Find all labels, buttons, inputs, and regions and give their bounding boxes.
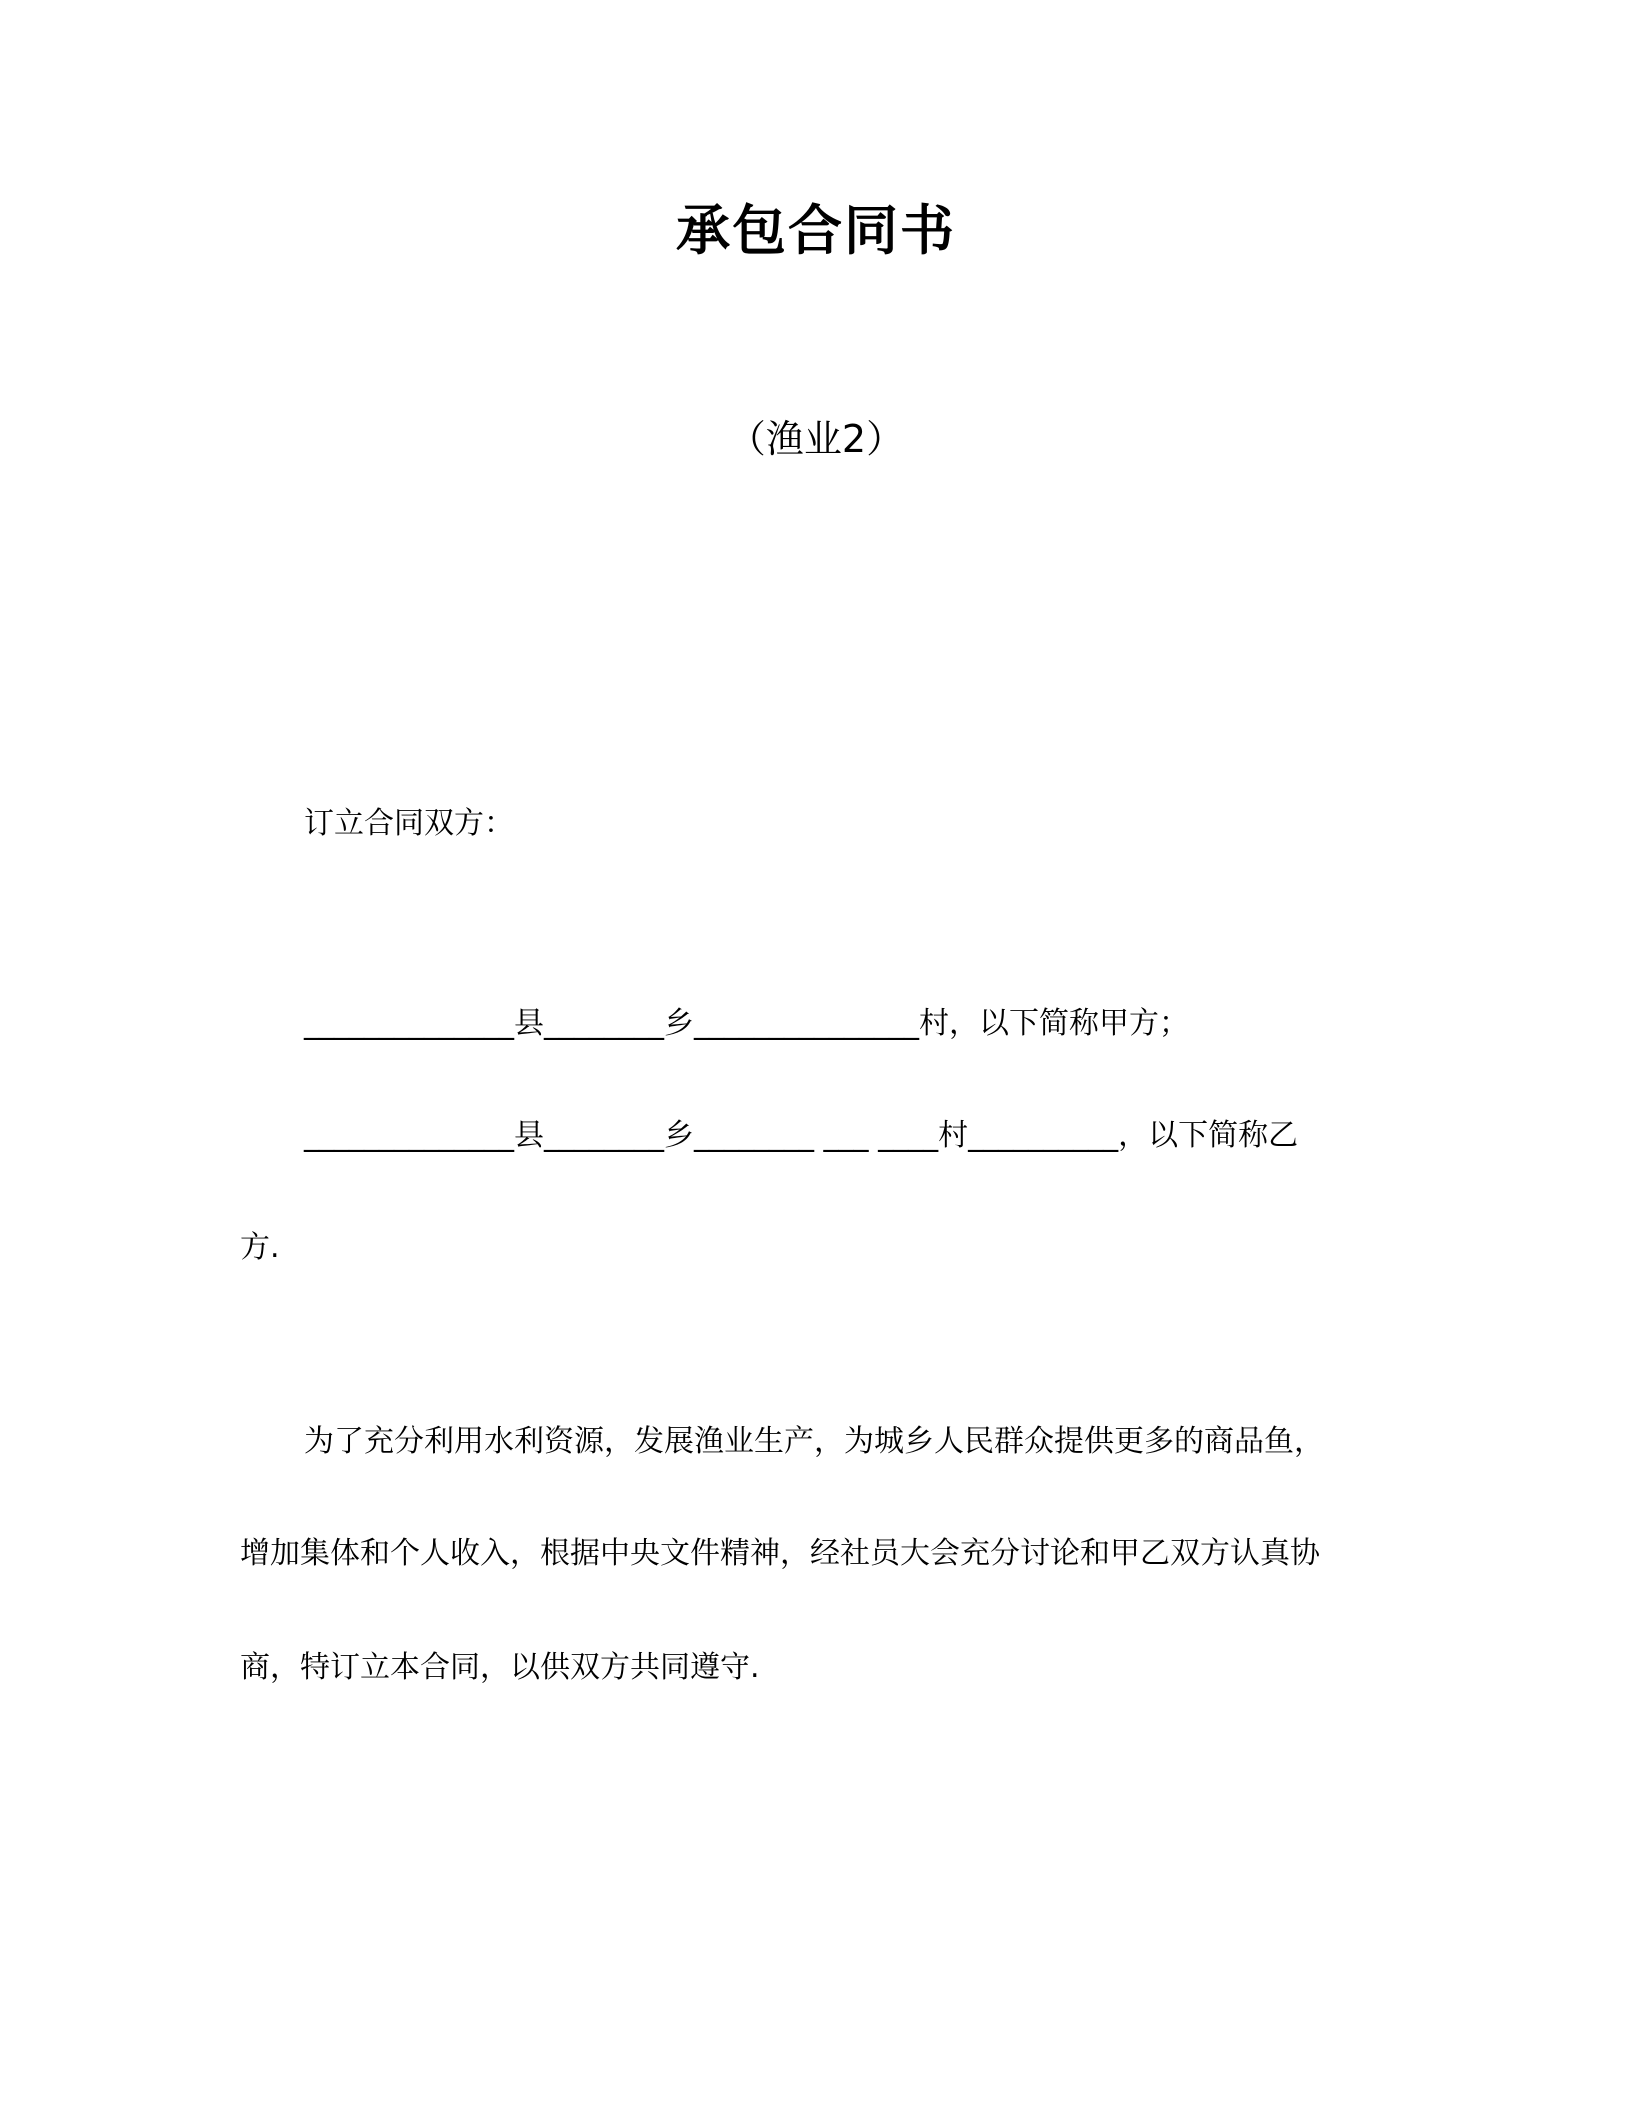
preamble-line-1: 为了充分利用水利资源，发展渔业生产，为城乡人民群众提供更多的商品鱼， (304, 1424, 1324, 1459)
parties-heading: 订立合同双方： (304, 806, 514, 841)
preamble-line-3: 商，特订立本合同，以供双方共同遵守. (240, 1650, 760, 1685)
party-b-line-continued: 方. (240, 1230, 280, 1265)
party-a-line: ______________县________乡_______________村，以下简称甲方； (304, 1006, 1189, 1041)
preamble-line-2: 增加集体和个人收入，根据中央文件精神，经社员大会充分讨论和甲乙双方认真协 (240, 1536, 1320, 1571)
party-b-line: ______________县________乡________ ___ ____村__________，以下简称乙 (304, 1118, 1299, 1153)
document-subtitle: （渔业2） (727, 417, 905, 461)
document-title: 承包合同书 (676, 199, 956, 262)
